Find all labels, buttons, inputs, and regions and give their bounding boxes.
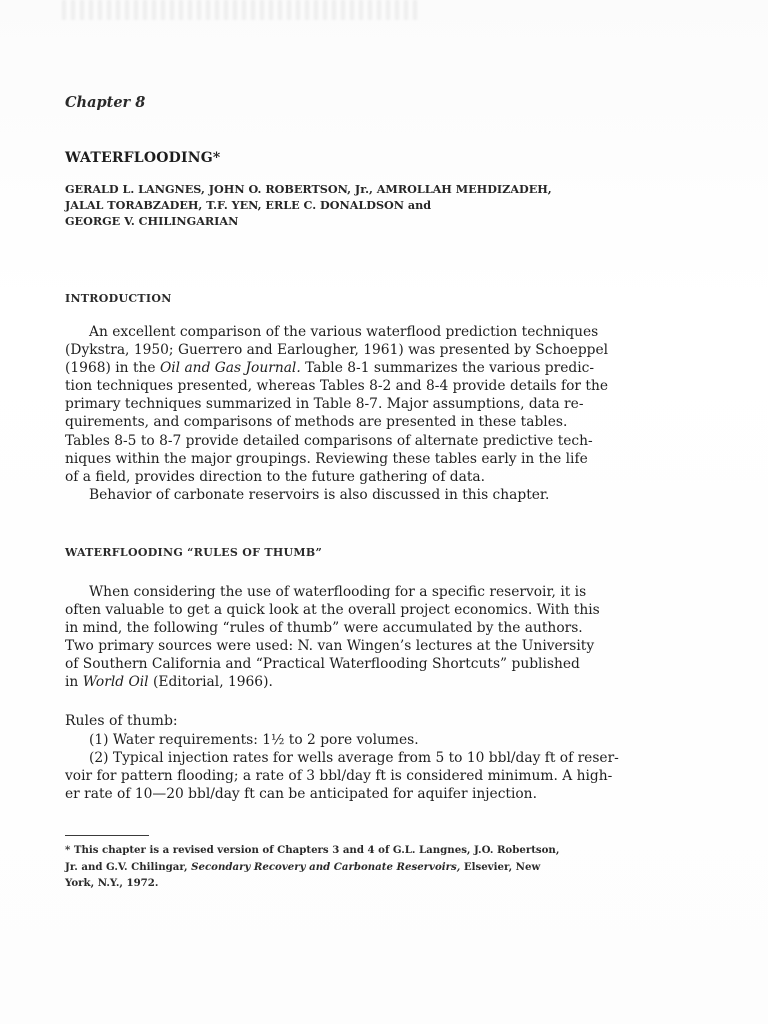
paragraph-line bbox=[65, 486, 715, 504]
text-segment: When considering the use of waterflooding for a specific reservoir, it is bbox=[89, 584, 587, 600]
rule-item-line bbox=[65, 767, 715, 785]
paragraph-line bbox=[65, 432, 715, 450]
rule-line-text bbox=[65, 767, 715, 785]
paragraph-line bbox=[65, 359, 715, 377]
paragraph-line bbox=[65, 323, 715, 341]
text-segment: quirements, and comparisons of methods are presented in these tables. bbox=[65, 414, 568, 431]
text-segment: (Dykstra, 1950; Guerrero and Earlougher, 1961) was presented by Schoeppel bbox=[65, 342, 609, 359]
footnote bbox=[65, 842, 715, 892]
text-segment: of a field, provides direction to the future gathering of data. bbox=[65, 468, 486, 485]
paragraph-line bbox=[65, 450, 715, 468]
footnote-line bbox=[65, 859, 715, 876]
rule-line-text bbox=[65, 749, 715, 767]
text-segment: Table 8-1 summarizes the various predic- bbox=[300, 360, 595, 377]
text-segment: Oil and Gas Journal. bbox=[159, 360, 301, 377]
text-segment: (Editorial, 1966). bbox=[148, 674, 273, 691]
chapter-title: WATERFLOODING* bbox=[65, 150, 221, 166]
text-segment: in bbox=[65, 674, 83, 691]
text-segment: Jr. and G.V. Chilingar, bbox=[65, 860, 192, 873]
footnote-divider bbox=[65, 835, 149, 836]
text-segment: primary techniques summarized in Table 8-7. Major assumptions, data re- bbox=[65, 396, 584, 413]
text-segment: (1) Water requirements: 1½ to 2 pore volumes. bbox=[89, 732, 419, 748]
text-segment: er rate of 10—20 bbl/day ft can be anticipated for aquifer injection. bbox=[65, 786, 537, 803]
rules-of-thumb-heading: WATERFLOODING “RULES OF THUMB” bbox=[65, 546, 323, 559]
rules-list-title: Rules of thumb: bbox=[65, 713, 178, 729]
text-segment: voir for pattern flooding; a rate of 3 bbl/day ft is considered minimum. A high- bbox=[65, 768, 613, 785]
paragraph-line bbox=[65, 413, 715, 431]
text-segment: Elsevier, New bbox=[460, 860, 541, 873]
paragraph-line bbox=[65, 619, 715, 637]
text-segment: niques within the major groupings. Reviewing these tables early in the life bbox=[65, 450, 588, 467]
text-segment: An excellent comparison of the various waterflood prediction techniques bbox=[89, 324, 599, 340]
rules-of-thumb-paragraph bbox=[65, 583, 715, 692]
scan-bleed-through bbox=[62, 0, 422, 20]
author-line: GEORGE V. CHILINGARIAN bbox=[65, 214, 239, 228]
paragraph-line bbox=[65, 468, 715, 486]
paragraph-line bbox=[65, 673, 715, 691]
text-segment: (1968) in the bbox=[65, 360, 160, 377]
text-segment: Two primary sources were used: N. van Wingen’s lectures at the University bbox=[65, 638, 595, 655]
author-line: JALAL TORABZADEH, T.F. YEN, ERLE C. DONALDSON and bbox=[65, 198, 432, 212]
rules-list bbox=[65, 731, 715, 803]
text-segment: * This chapter is a revised version of Chapters 3 and 4 of G.L. Langnes, J.O. Robertson, bbox=[65, 844, 560, 856]
paragraph-line bbox=[65, 637, 715, 655]
text-segment: Secondary Recovery and Carbonate Reservoirs, bbox=[191, 860, 461, 873]
introduction-heading: INTRODUCTION bbox=[65, 292, 172, 305]
footnote-line bbox=[65, 875, 715, 892]
author-list bbox=[65, 181, 705, 229]
rule-line-text bbox=[65, 731, 715, 749]
footnote-line bbox=[65, 842, 715, 859]
rule-item-line bbox=[65, 731, 715, 749]
text-segment: Tables 8-5 to 8-7 provide detailed comparisons of alternate predictive tech- bbox=[65, 432, 593, 449]
text-segment: World Oil bbox=[82, 674, 149, 691]
paragraph-line bbox=[65, 395, 715, 413]
text-segment: in mind, the following “rules of thumb” were accumulated by the authors. bbox=[65, 620, 583, 637]
introduction-paragraph bbox=[65, 323, 715, 504]
paragraph-line bbox=[65, 583, 715, 601]
paragraph-line bbox=[65, 377, 715, 395]
rule-line-text bbox=[65, 785, 715, 803]
paragraph-line bbox=[65, 341, 715, 359]
text-segment: (2) Typical injection rates for wells average from 5 to 10 bbl/day ft of reser- bbox=[89, 750, 619, 767]
text-segment: often valuable to get a quick look at the overall project economics. With this bbox=[65, 602, 600, 619]
rule-item-line bbox=[65, 749, 715, 767]
text-segment: of Southern California and “Practical Waterflooding Shortcuts” published bbox=[65, 656, 580, 673]
paragraph-line bbox=[65, 601, 715, 619]
text-segment: York, N.Y., 1972. bbox=[65, 877, 159, 889]
paragraph-line bbox=[65, 655, 715, 673]
text-segment: Behavior of carbonate reservoirs is also discussed in this chapter. bbox=[89, 486, 550, 503]
chapter-label: Chapter 8 bbox=[65, 94, 146, 111]
rule-item-line bbox=[65, 785, 715, 803]
text-segment: tion techniques presented, whereas Tables 8-2 and 8-4 provide details for the bbox=[65, 378, 608, 395]
author-line: GERALD L. LANGNES, JOHN O. ROBERTSON, Jr., AMROLLAH MEHDIZADEH, bbox=[65, 182, 552, 196]
